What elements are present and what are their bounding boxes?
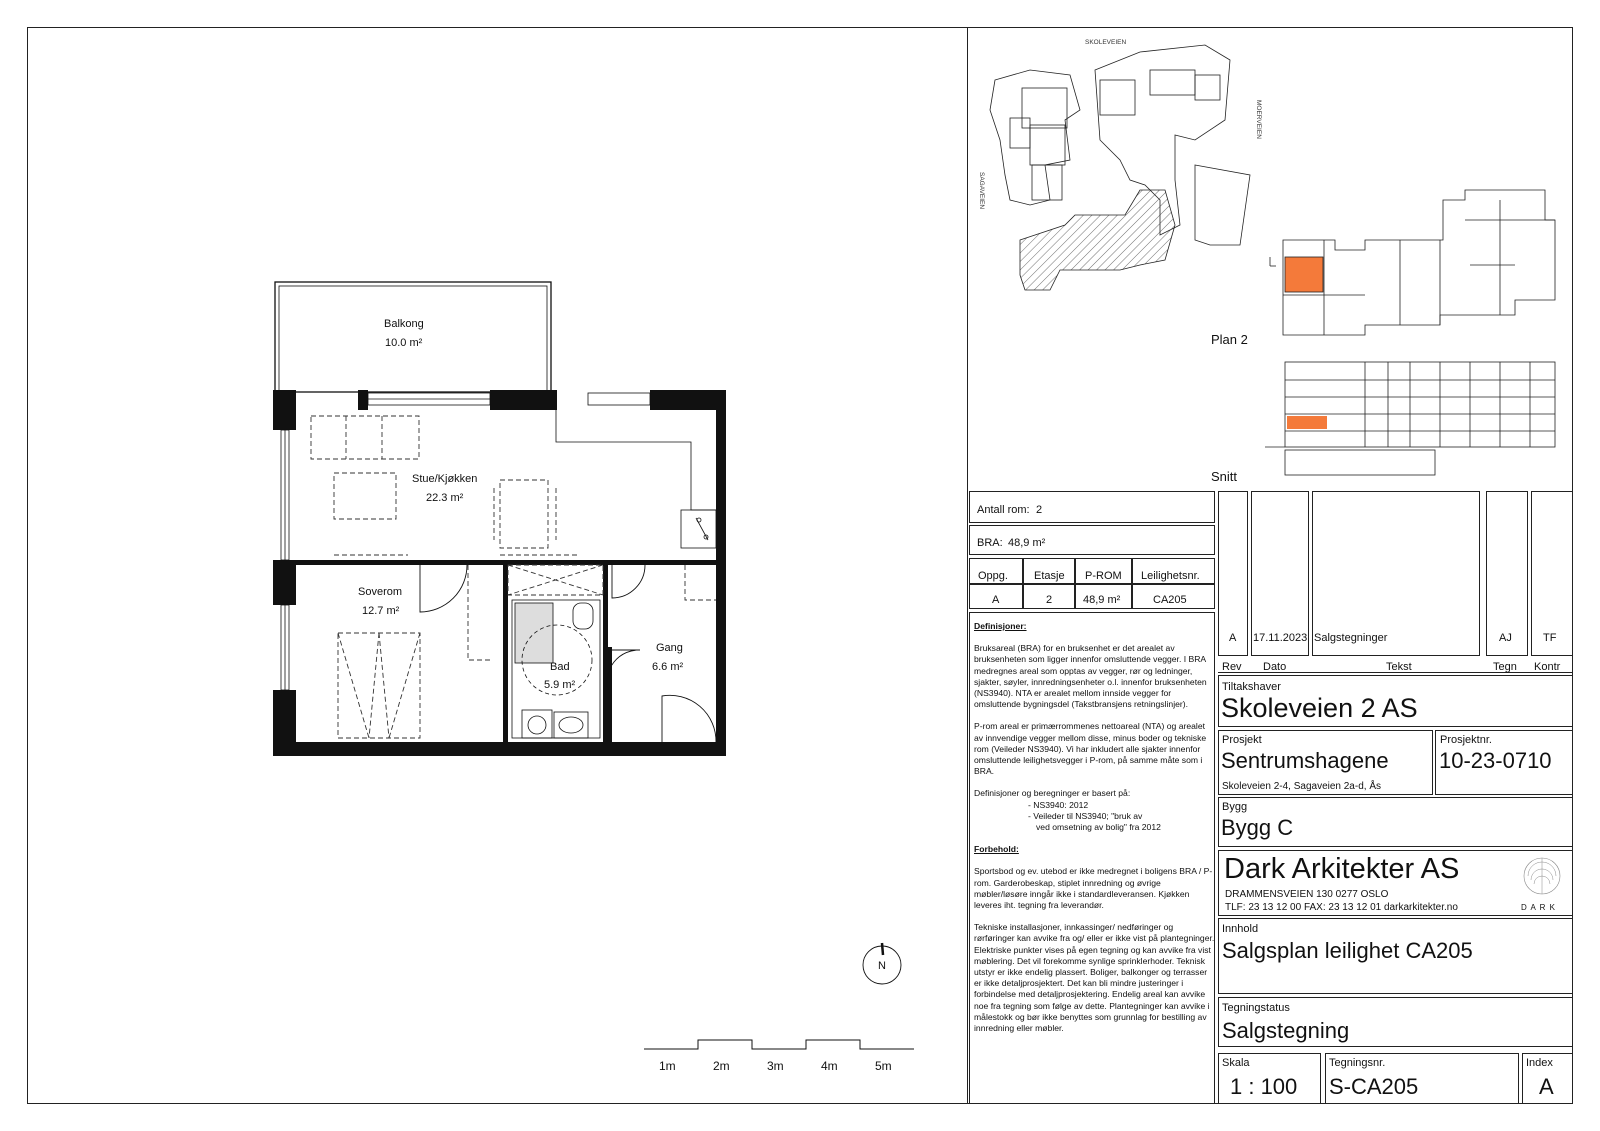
firm-logo-icon [1518,856,1566,902]
bra-cell [969,525,1215,555]
antall-rom-label: Antall rom: [977,504,1030,516]
skala-value: 1 : 100 [1230,1074,1298,1099]
rev-dato-value: 17.11.2023 [1253,632,1308,644]
value-leilighetsnr: CA205 [1153,594,1187,606]
rev-kontr-value: TF [1543,632,1557,644]
firm-name: Dark Arkitekter AS [1224,853,1460,885]
street-skoleveien: SKOLEVEIEN [1085,39,1127,46]
bra-value: 48,9 m² [1008,537,1046,549]
room-name-soverom: Soverom [358,586,403,598]
firm-address: DRAMMENSVEIEN 130 0277 OSLO [1225,889,1389,900]
header-leilighetsnr: Leilighetsnr. [1141,570,1200,582]
plan-label: Plan 2 [1211,332,1248,347]
value-oppg: A [992,594,1000,606]
definitions-p3a: - NS3940: 2012 [1028,799,1089,810]
bygg-label: Bygg [1222,801,1248,813]
section-highlight [1287,416,1327,429]
room-name-stue: Stue/Kjøkken [412,473,478,485]
rev-value: A [1229,632,1237,644]
tiltakshaver-label: Tiltakshaver [1222,681,1281,693]
skala-label: Skala [1222,1057,1250,1069]
tiltakshaver-value: Skoleveien 2 AS [1221,693,1418,723]
north-label: N [878,960,886,972]
prosjekt-label: Prosjekt [1222,734,1262,746]
scale-label-2m: 2m [713,1059,730,1073]
definitions-p4: Sportsbod og ev. utebod er ikke medregnet i boligens BRA / P-rom. Garderobeskap, stiplet innredning og øvrige møbler/løsøre inngår ikke i standardleveransen. Kjøkken leveres iht. tegning fra leverandør. [974,866,1213,911]
definitions-p3: Definisjoner og beregninger er basert på: [974,788,1131,799]
status-label: Tegningstatus [1222,1002,1290,1014]
room-area-bad: 5.9 m² [544,679,576,691]
key-plan [968,28,1572,490]
room-name-balkong: Balkong [384,318,424,330]
status-value: Salgstegning [1222,1018,1350,1043]
index-value: A [1539,1074,1554,1099]
index-label: Index [1526,1057,1553,1069]
scale-label-3m: 3m [767,1059,784,1073]
bra-label: BRA: [977,537,1003,549]
definitions-heading2: Forbehold: [974,844,1019,855]
definitions-heading: Definisjoner: [974,621,1027,631]
definitions-text [974,621,1216,1045]
walls [273,390,726,756]
prosjektnr-value: 10-23-0710 [1439,748,1552,773]
street-moerveien: MOERVEIEN [1255,100,1262,139]
scale-label-4m: 4m [821,1059,838,1073]
room-name-bad: Bad [550,661,570,673]
value-prom: 48,9 m² [1083,594,1121,606]
antall-rom-value: 2 [1036,504,1043,516]
definitions-p3c: ved omsetning av bolig" fra 2012 [1036,822,1161,833]
room-area-balkong: 10.0 m² [385,337,423,349]
header-etasje: Etasje [1034,570,1065,582]
firm-logo-text: D A R K [1521,903,1557,912]
tegningsnr-value: S-CA205 [1329,1074,1419,1099]
tegningsnr-label: Tegningsnr. [1329,1057,1386,1069]
rev-tegn-value: AJ [1499,632,1512,644]
rev-header-dato: Dato [1263,661,1287,673]
header-prom: P-ROM [1085,570,1122,582]
street-sagaveien: SAGAVEIEN [978,172,985,210]
rev-header-kontr: Kontr [1534,661,1561,673]
bygg-value: Bygg C [1221,815,1294,840]
rev-tekst-value: Salgstegninger [1314,632,1388,644]
prosjektnr-label: Prosjektnr. [1440,734,1492,746]
header-oppg: Oppg. [978,570,1008,582]
plan-highlight [1285,257,1323,292]
prosjekt-address: Skoleveien 2-4, Sagaveien 2a-d, Ås [1222,781,1381,792]
definitions-p2: P-rom areal er primærrommenes nettoareal (NTA) og arealet av innvendige vegger mellom disse, minus boder og tekniske rom (Veileder NS3940). Vi har inkludert alle sjakter innenfor omsluttende leilighetsvegger i P-rom, på samme måte som i BRA. [974,721,1207,777]
scale-label-1m: 1m [659,1059,676,1073]
definitions-p5: Tekniske installasjoner, innkassinger/ nedføringer og rørføringer kan avvike fra og/ eller er ikke vist på plantegninger. Elektriske punkter vises på egen tegning og kan avvike fra vist møblering. Det vil forekomme synlige sprinklerhoder. Teknisk utstyr er ikke endelig plassert. Boliger, balkonger og terrasser er ikke detaljprosjektert. Det kan bli mindre justeringer i forbindelse med detaljprosjektering. Endelig areal kan avvike noe fra tegning som følge av dette. Plantegninger kan avvike i målestokk og bør ikke benyttes som grunnlag for bestilling av innredning eller møbler. [974,922,1215,1034]
section-label: Snitt [1211,469,1238,484]
room-area-gang: 6.6 m² [652,661,684,673]
room-area-stue: 22.3 m² [426,492,464,504]
rev-header-rev: Rev [1222,661,1242,673]
room-area-soverom: 12.7 m² [362,605,400,617]
rev-header-tekst: Tekst [1386,661,1412,673]
definitions-p3b: - Veileder til NS3940; "bruk av [1028,810,1143,821]
scale-bar [644,1040,914,1049]
hatched-building [1020,190,1175,290]
innhold-label: Innhold [1222,923,1259,935]
scale-label-5m: 5m [875,1059,892,1073]
definitions-p1: Bruksareal (BRA) for en bruksenhet er det arealet av bruksenheten som ligger innenfor omsluttende vegger. I BRA medregnes areal som opptas av vegger, rør og ledninger, sjakter, søyler, innredningsenheter o.l. innenfor bruksenheten (NS3940). NTA er arealet mellom innside vegger for omsluttende bygningsdel (Takstbransjens retningslinjer). [974,643,1207,710]
rev-header-tegn: Tegn [1493,661,1517,673]
value-etasje: 2 [1046,594,1053,606]
prosjekt-value: Sentrumshagene [1221,748,1389,773]
room-name-gang: Gang [656,642,683,654]
firm-contact: TLF: 23 13 12 00 FAX: 23 13 12 01 darkarkitekter.no [1225,902,1458,913]
innhold-value: Salgsplan leilighet CA205 [1222,938,1473,963]
